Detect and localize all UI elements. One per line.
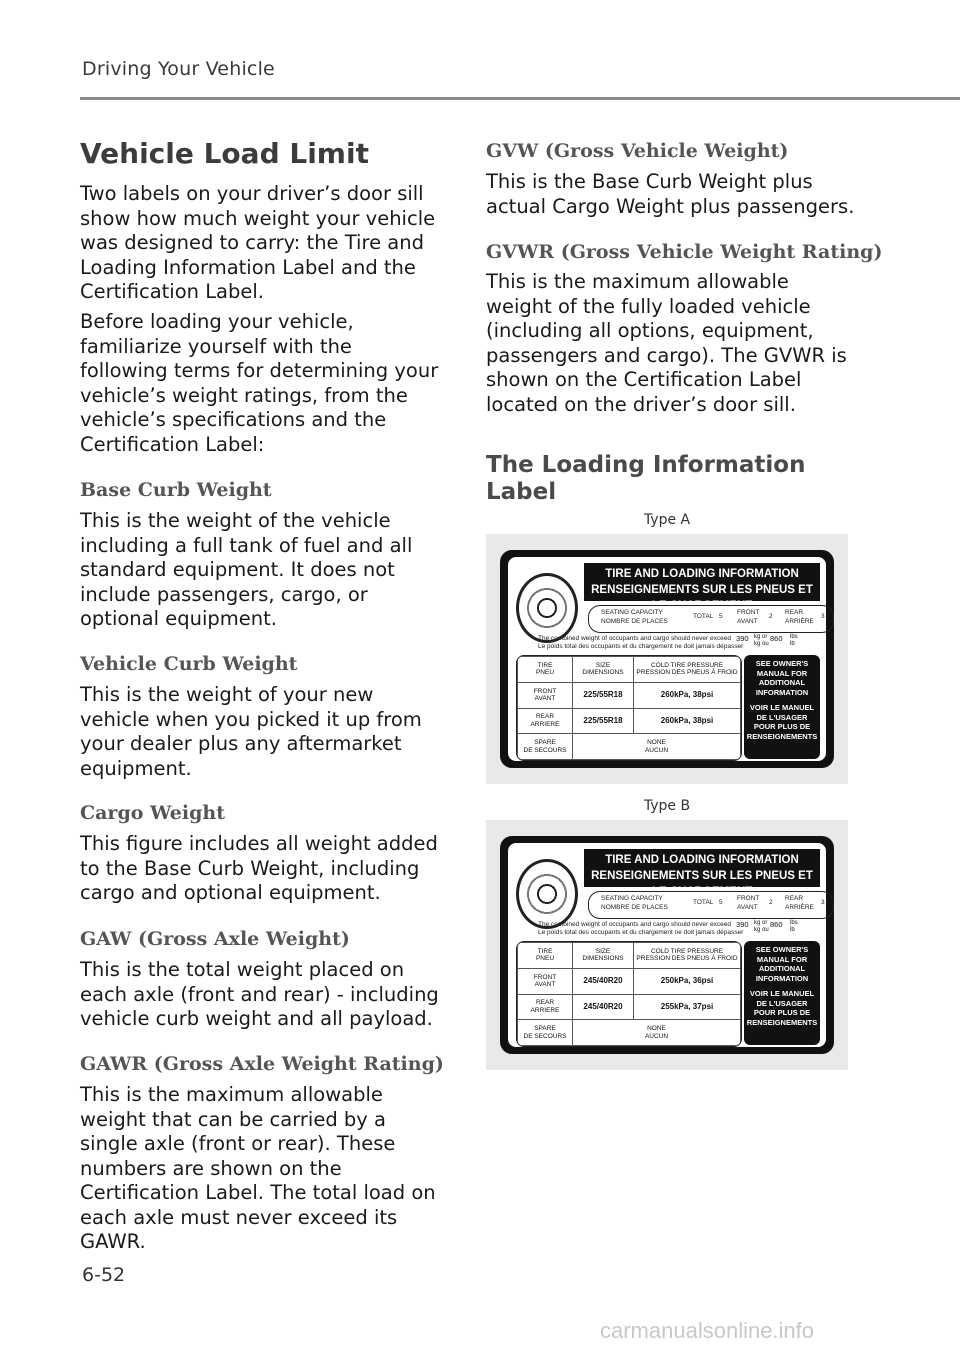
lbs-unit-en: lbs bbox=[790, 634, 798, 640]
tire-pressure-table bbox=[516, 655, 742, 761]
spare-none-fr: AUCUN bbox=[644, 1032, 669, 1040]
seating-capacity-box bbox=[588, 891, 834, 919]
owners-line-8: RENSEIGNEMENTS bbox=[746, 1017, 818, 1027]
owners-line-2: MANUAL FOR bbox=[756, 954, 808, 964]
weight-lbs: 860 bbox=[770, 634, 783, 643]
owners-line-8: RENSEIGNEMENTS bbox=[746, 731, 818, 741]
warning-fr: Le poids total des occupants et du chargement ne doit jamais dépasser bbox=[538, 643, 744, 650]
kg-unit-en: kg or bbox=[754, 920, 768, 926]
kg-unit-fr: kg ou bbox=[754, 927, 769, 933]
capacity-warning bbox=[538, 635, 828, 651]
term-gvwr: GVWR (Gross Vehicle Weight Rating) bbox=[486, 241, 883, 263]
definition-gvwr: This is the maximum allowable weight of the fully loaded vehicle (including all options, equipment, passengers and cargo). The GVWR is shown on the Certification Label located on the driver’s door sill. bbox=[486, 270, 847, 416]
definition-base-curb-weight: This is the weight of the vehicle including a full tank of fuel and all standard equipment. It does not include passengers, cargo, or optional equipment. bbox=[80, 509, 413, 630]
rear-seat-value: 3 bbox=[821, 613, 825, 620]
term-base-curb-weight: Base Curb Weight bbox=[80, 479, 272, 501]
term-cargo-weight: Cargo Weight bbox=[80, 802, 225, 824]
weight-kg: 390 bbox=[736, 634, 749, 643]
rear-seat-label-fr: ARRIÈRE bbox=[785, 618, 814, 625]
col-tire-fr: PNEU bbox=[535, 669, 555, 677]
seating-en: SEATING CAPACITY bbox=[601, 895, 663, 902]
label-title-line2: RENSEIGNEMENTS SUR LES PNEUS ET LE CHARGEMENT bbox=[591, 584, 813, 612]
weight-lbs: 860 bbox=[770, 920, 783, 929]
rear-tire-pressure: 260kPa, 38psi bbox=[634, 708, 741, 734]
row-spare-fr: DE SECOURS bbox=[523, 746, 567, 754]
row-front-fr: AVANT bbox=[534, 695, 556, 703]
seating-fr: NOMBRE DE PLACES bbox=[601, 618, 668, 625]
owners-line-6: DE L'USAGER bbox=[756, 998, 808, 1008]
rear-seat-label-fr: ARRIÈRE bbox=[785, 904, 814, 911]
seating-fr: NOMBRE DE PLACES bbox=[601, 904, 668, 911]
rear-seat-value: 3 bbox=[821, 899, 825, 906]
warning-en: The combined weight of occupants and cargo should never exceed bbox=[538, 921, 731, 928]
kg-unit-fr: kg ou bbox=[754, 641, 769, 647]
row-spare: SPARE bbox=[534, 1025, 556, 1033]
page-title: Vehicle Load Limit bbox=[80, 137, 369, 170]
seating-capacity-box bbox=[588, 605, 834, 633]
front-seat-label-fr: AVANT bbox=[737, 618, 758, 625]
front-tire-size: 225/55R18 bbox=[573, 682, 634, 708]
owners-line-7: POUR PLUS DE bbox=[753, 722, 811, 731]
intro-paragraph: Two labels on your driver’s door sill show how much weight your vehicle was designed to carry: the Tire and Loading Information Label and the Certification Label. bbox=[80, 182, 436, 303]
row-front-fr: AVANT bbox=[534, 981, 556, 989]
weight-lbs-unit bbox=[790, 920, 798, 934]
label-title bbox=[584, 563, 820, 612]
front-tire-pressure: 260kPa, 38psi bbox=[634, 682, 741, 708]
spare-none-fr: AUCUN bbox=[644, 746, 669, 754]
lbs-unit-en: lbs bbox=[790, 920, 798, 926]
lbs-unit-fr: lb bbox=[790, 927, 795, 933]
warning-en: The combined weight of occupants and cargo should never exceed bbox=[538, 635, 731, 642]
col-pressure-fr: PRESSION DES PNEUS À FROID bbox=[636, 669, 738, 677]
tire-wheel-icon bbox=[516, 573, 578, 643]
rear-tire-pressure: 255kPa, 37psi bbox=[634, 994, 741, 1020]
intro-paragraph-2: Before loading your vehicle, familiarize yourself with the following terms for determining your vehicle’s weight ratings, from the vehicle’s specifications and the Certification Label: bbox=[80, 310, 439, 456]
total-label: TOTAL bbox=[693, 613, 714, 620]
owners-line-2: MANUAL FOR bbox=[756, 668, 808, 678]
owners-line-1: SEE OWNER'S bbox=[755, 659, 809, 668]
owners-line-5: VOIR LE MANUEL bbox=[749, 703, 815, 712]
total-value: 5 bbox=[719, 899, 723, 906]
owners-manual-note bbox=[744, 941, 820, 1045]
term-vehicle-curb-weight: Vehicle Curb Weight bbox=[80, 653, 298, 675]
col-tire: TIRE bbox=[537, 947, 553, 955]
owners-line-3: ADDITIONAL bbox=[758, 678, 806, 687]
label-a-caption: Type A bbox=[643, 512, 691, 528]
definition-gaw: This is the total weight placed on each axle (front and rear) - including vehicle curb weight and all payload. bbox=[80, 958, 439, 1030]
col-tire: TIRE bbox=[537, 661, 553, 669]
term-gaw: GAW (Gross Axle Weight) bbox=[80, 928, 350, 950]
front-tire-pressure: 250kPa, 36psi bbox=[634, 968, 741, 994]
term-gvw: GVW (Gross Vehicle Weight) bbox=[486, 140, 789, 162]
header-rule bbox=[80, 97, 960, 100]
kg-unit-en: kg or bbox=[754, 634, 768, 640]
label-frame bbox=[500, 550, 834, 768]
weight-kg: 390 bbox=[736, 920, 749, 929]
row-spare-fr: DE SECOURS bbox=[523, 1032, 567, 1040]
tire-wheel-icon bbox=[516, 859, 578, 929]
rear-seat-label: REAR bbox=[785, 609, 804, 616]
weight-lbs-unit bbox=[790, 634, 798, 648]
col-size: SIZE bbox=[595, 661, 611, 669]
row-front: FRONT bbox=[533, 973, 557, 981]
page-number: 6-52 bbox=[82, 1264, 126, 1286]
capacity-warning bbox=[538, 921, 828, 937]
front-seat-label: FRONT bbox=[737, 609, 760, 616]
row-spare: SPARE bbox=[534, 739, 556, 747]
label-b-caption: Type B bbox=[643, 798, 691, 814]
definition-gawr: This is the maximum allowable weight that can be carried by a single axle (front or rear). These numbers are shown on the Certification Label. The total load on each axle must never exceed its GAWR. bbox=[80, 1083, 436, 1253]
col-pressure: COLD TIRE PRESSURE bbox=[650, 947, 724, 955]
owners-line-6: DE L'USAGER bbox=[756, 712, 808, 722]
label-panel bbox=[508, 843, 826, 1047]
spare-none: NONE bbox=[647, 739, 666, 747]
section-subtitle: The Loading Information Label bbox=[486, 452, 806, 505]
col-size-fr: DIMENSIONS bbox=[582, 669, 624, 677]
seating-en: SEATING CAPACITY bbox=[601, 609, 663, 616]
rear-tire-size: 245/40R20 bbox=[573, 994, 634, 1020]
row-rear: REAR bbox=[535, 999, 555, 1007]
owners-line-7: POUR PLUS DE bbox=[753, 1008, 811, 1017]
weight-kg-unit bbox=[754, 634, 769, 648]
col-size-fr: DIMENSIONS bbox=[582, 955, 624, 963]
rear-tire-size: 225/55R18 bbox=[573, 708, 634, 734]
row-rear: REAR bbox=[535, 713, 555, 721]
row-rear-fr: ARRIERE bbox=[530, 720, 560, 728]
spare-none: NONE bbox=[647, 1025, 666, 1033]
watermark: carmanualsonline.info bbox=[600, 1318, 815, 1343]
label-frame bbox=[500, 836, 834, 1054]
total-value: 5 bbox=[719, 613, 723, 620]
front-seat-label: FRONT bbox=[737, 895, 760, 902]
owners-line-1: SEE OWNER'S bbox=[755, 945, 809, 954]
lbs-unit-fr: lb bbox=[790, 641, 795, 647]
col-pressure-fr: PRESSION DES PNEUS À FROID bbox=[636, 955, 738, 963]
label-panel bbox=[508, 557, 826, 761]
weight-kg-unit bbox=[754, 920, 769, 934]
owners-manual-note bbox=[744, 655, 820, 759]
owners-line-4: INFORMATION bbox=[755, 973, 809, 983]
front-tire-size: 245/40R20 bbox=[573, 968, 634, 994]
term-gawr: GAWR (Gross Axle Weight Rating) bbox=[80, 1053, 444, 1075]
total-label: TOTAL bbox=[693, 899, 714, 906]
label-title-line2: RENSEIGNEMENTS SUR LES PNEUS ET LE CHARGEMENT bbox=[591, 870, 813, 898]
definition-gvw: This is the Base Curb Weight plus actual Cargo Weight plus passengers. bbox=[486, 170, 855, 218]
col-size: SIZE bbox=[595, 947, 611, 955]
row-front: FRONT bbox=[533, 687, 557, 695]
warning-fr: Le poids total des occupants et du chargement ne doit jamais dépasser bbox=[538, 929, 744, 936]
owners-line-4: INFORMATION bbox=[755, 687, 809, 697]
rear-seat-label: REAR bbox=[785, 895, 804, 902]
tire-pressure-table bbox=[516, 941, 742, 1047]
label-title-line1: TIRE AND LOADING INFORMATION bbox=[605, 854, 799, 866]
label-title-line1: TIRE AND LOADING INFORMATION bbox=[605, 568, 799, 580]
col-tire-fr: PNEU bbox=[535, 955, 555, 963]
front-seat-value: 2 bbox=[769, 613, 773, 620]
running-header: Driving Your Vehicle bbox=[82, 58, 275, 80]
tire-label-type-b bbox=[486, 820, 848, 1070]
front-seat-label-fr: AVANT bbox=[737, 904, 758, 911]
label-title bbox=[584, 849, 820, 898]
tire-label-type-a bbox=[486, 534, 848, 784]
definition-cargo-weight: This figure includes all weight added to the Base Curb Weight, including cargo and optional equipment. bbox=[80, 832, 438, 904]
definition-vehicle-curb-weight: This is the weight of your new vehicle when you picked it up from your dealer plus any aftermarket equipment. bbox=[80, 683, 422, 780]
owners-line-3: ADDITIONAL bbox=[758, 964, 806, 973]
owners-line-5: VOIR LE MANUEL bbox=[749, 989, 815, 998]
front-seat-value: 2 bbox=[769, 899, 773, 906]
row-rear-fr: ARRIERE bbox=[530, 1006, 560, 1014]
col-pressure: COLD TIRE PRESSURE bbox=[650, 661, 724, 669]
